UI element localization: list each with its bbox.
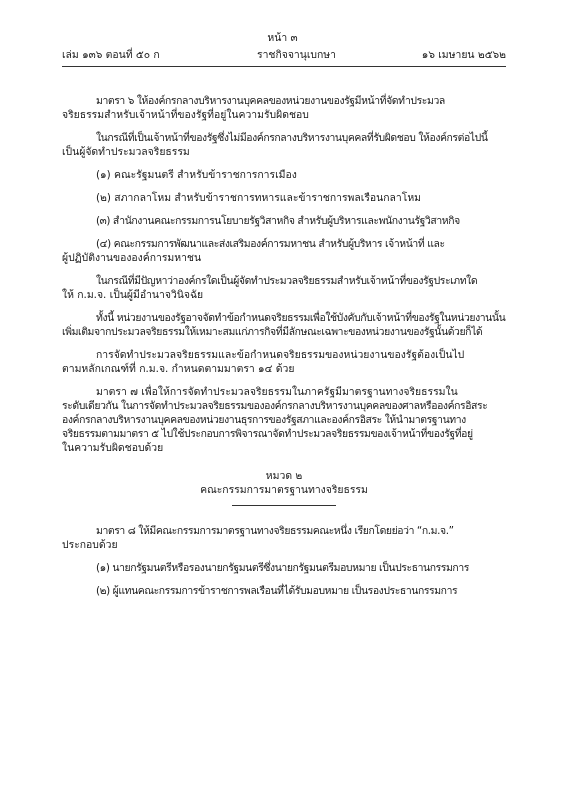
section-7-line: มาตรา ๗ เพื่อให้การจัดทำประมวลจริยธรรมในภาครัฐมีมาตรฐานทางจริยธรรมใน [96,386,458,398]
list-item: (๒) สภากลาโหม สำหรับข้าราชการทหารและข้าราชการพลเรือนกลาโหม [96,192,422,204]
section-8-line: มาตรา ๘ ให้มีคณะกรรมการมาตรฐานทางจริยธรรมคณะหนึ่ง เรียกโดยย่อว่า “ก.ม.จ.” [96,525,454,537]
gazette-name: ราชกิจจานุเบกษา [257,49,336,61]
section-7-line: จริยธรรมตามมาตรา ๕ ไปใช้ประกอบการพิจารณาจัดทำประมวลจริยธรรมของเจ้าหน้าที่ของรัฐที่อยู่ [62,428,473,440]
chapter-underline [232,505,336,506]
volume-issue: เล่ม ๑๓๖ ตอนที่ ๕๐ ก [62,49,160,61]
header-divider [62,66,506,67]
section-7-line: ในความรับผิดชอบด้วย [62,442,164,454]
chapter-title: คณะกรรมการมาตรฐานทางจริยธรรม [200,484,368,496]
section-7-line: ระดับเดียวกัน ในการจัดทำประมวลจริยธรรมขององค์กรกลางบริหารงานบุคคลของศาลหรือองค์กรอิสระ [62,400,488,412]
section-8-line: ประกอบด้วย [62,539,118,551]
gazette-header [62,48,506,62]
list-item: (๑) นายกรัฐมนตรีหรือรองนายกรัฐมนตรีซึ่งนายกรัฐมนตรีมอบหมาย เป็นประธานกรรมการ [96,562,469,574]
section-6-paragraph-line: ในกรณีที่มีปัญหาว่าองค์กรใดเป็นผู้จัดทำประมวลจริยธรรมสำหรับเจ้าหน้าที่ของรัฐประเภทใด [96,275,478,287]
section-6-paragraph-line: การจัดทำประมวลจริยธรรมและข้อกำหนดจริยธรรมของหน่วยงานของรัฐต้องเป็นไป [96,349,465,361]
publication-date: ๑๖ เมษายน ๒๕๖๒ [421,49,506,61]
page-number: หน้า ๓ [267,32,298,44]
list-item: (๒) ผู้แทนคณะกรรมการข้าราชการพลเรือนที่ได้รับมอบหมาย เป็นรองประธานกรรมการ [96,585,458,597]
list-item: (๓) สำนักงานคณะกรรมการนโยบายรัฐวิสาหกิจ สำหรับผู้บริหารและพนักงานรัฐวิสาหกิจ [96,215,460,227]
list-item: (๑) คณะรัฐมนตรี สำหรับข้าราชการการเมือง [96,169,297,181]
list-item: (๔) คณะกรรมการพัฒนาและส่งเสริมองค์การมหาชน สำหรับผู้บริหาร เจ้าหน้าที่ และ [96,238,445,250]
section-6-paragraph-line: ทั้งนี้ หน่วยงานของรัฐอาจจัดทำข้อกำหนดจริยธรรมเพื่อใช้บังคับกับเจ้าหน้าที่ของรัฐในหน่วยงานนั้น [96,312,506,324]
chapter-number: หมวด ๒ [265,470,303,482]
section-6-paragraph-line: เพิ่มเติมจากประมวลจริยธรรมให้เหมาะสมแก่ภารกิจที่มีลักษณะเฉพาะของหน่วยงานของรัฐนั้นด้วยก็ได้ [62,326,483,338]
section-6-line: มาตรา ๖ ให้องค์กรกลางบริหารงานบุคคลของหน่วยงานของรัฐมีหน้าที่จัดทำประมวล [96,95,445,107]
section-6-paragraph-line: ตามหลักเกณฑ์ที่ ก.ม.จ. กำหนดตามมาตรา ๑๔ ด้วย [62,363,295,375]
section-6-paragraph-line: เป็นผู้จัดทำประมวลจริยธรรม [62,146,190,158]
list-item-continuation: ผู้ปฏิบัติงานขององค์การมหาชน [62,252,202,264]
section-6-line: จริยธรรมสำหรับเจ้าหน้าที่ของรัฐที่อยู่ในความรับผิดชอบ [62,109,309,121]
section-7-line: องค์กรกลางบริหารงานบุคคลของหน่วยงานธุรการของรัฐสภาและองค์กรอิสระ ให้นำมาตรฐานทาง [62,414,466,426]
section-6-paragraph-line: ให้ ก.ม.จ. เป็นผู้มีอำนาจวินิจฉัย [62,289,204,301]
document-body [62,94,506,598]
section-6-paragraph-line: ในกรณีที่เป็นเจ้าหน้าที่ของรัฐซึ่งไม่มีองค์กรกลางบริหารงานบุคคลที่รับผิดชอบ ให้องค์กรต่อไปนี้ [96,132,488,144]
